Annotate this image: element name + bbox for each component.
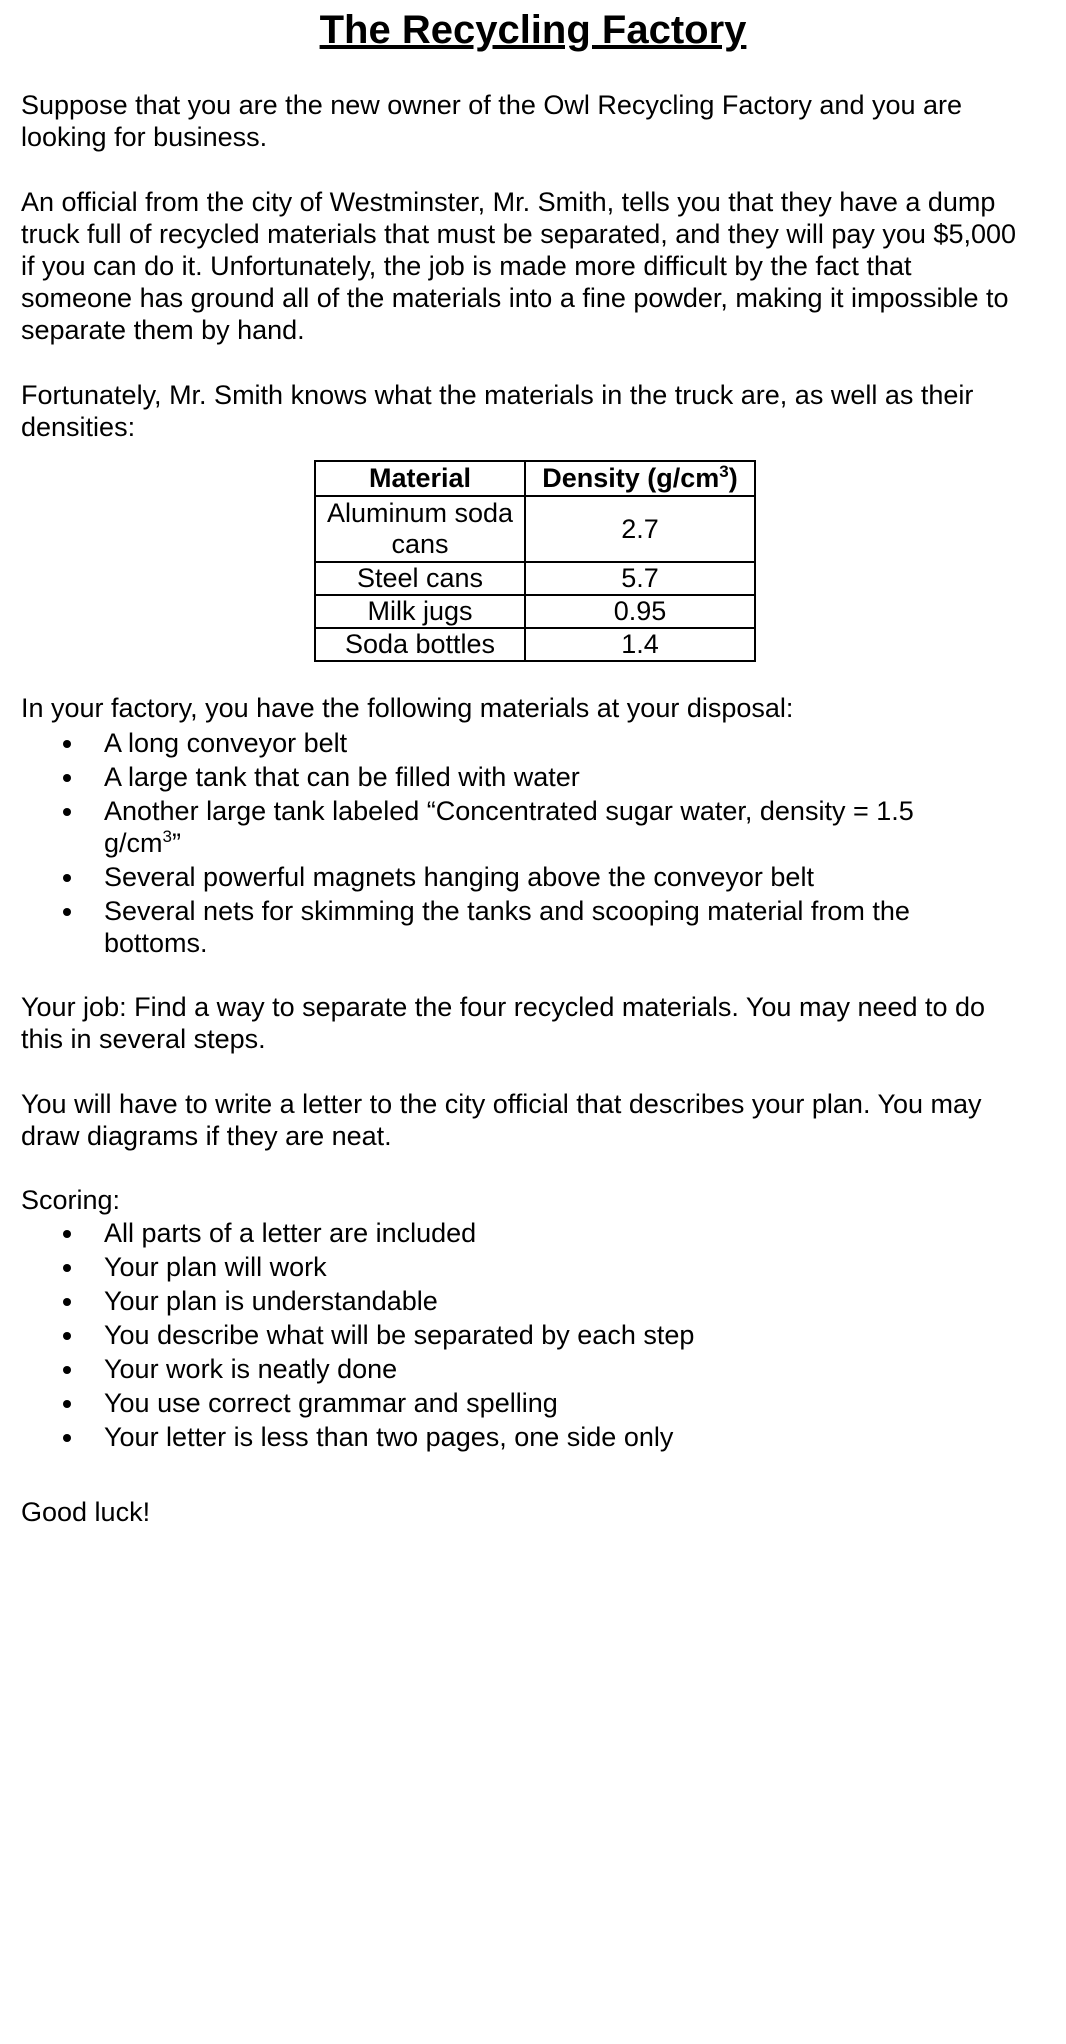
disposal-intro: In your factory, you have the following materials at your disposal:: [21, 693, 794, 723]
list-item: [21, 795, 981, 859]
density-header-close: ): [728, 463, 738, 493]
disposal-list: [21, 727, 981, 961]
list-item: [21, 1387, 981, 1419]
material-cell: Aluminum soda cans: [315, 496, 525, 562]
list-item-text: Several powerful magnets hanging above the conveyor belt: [104, 862, 814, 892]
densities-intro-paragraph: Fortunately, Mr. Smith knows what the materials in the truck are, as well as their densities:: [21, 380, 974, 442]
bullet-icon: [63, 774, 71, 782]
list-item-text: Your plan will work: [104, 1252, 327, 1282]
bullet-icon: [63, 808, 71, 816]
bullet-icon: [63, 740, 71, 748]
table-row: [315, 595, 755, 628]
bullet-icon: [63, 1332, 71, 1340]
density-table: [314, 460, 756, 662]
bullet-icon: [63, 1434, 71, 1442]
list-item-text: Your work is neatly done: [104, 1354, 398, 1384]
list-item: [21, 861, 981, 893]
material-cell: Milk jugs: [315, 595, 525, 628]
list-item: [21, 1421, 981, 1453]
letter-paragraph: You will have to write a letter to the city official that describes your plan. You may draw diagrams if they are neat.: [21, 1089, 982, 1151]
list-item: [21, 895, 981, 959]
list-item: [21, 727, 981, 759]
page-title: The Recycling Factory: [319, 8, 747, 52]
list-item: [21, 1217, 981, 1249]
bullet-icon: [63, 1366, 71, 1374]
list-item-text: A long conveyor belt: [104, 728, 348, 758]
table-header-row: [315, 461, 755, 496]
closing-text: Good luck!: [21, 1497, 151, 1527]
job-paragraph: Your job: Find a way to separate the four recycled materials. You may need to do this in several steps.: [21, 992, 986, 1054]
list-item-text: A large tank that can be filled with water: [104, 762, 580, 792]
density-cell: 2.7: [525, 496, 755, 562]
bullet-icon: [63, 1230, 71, 1238]
table-row: [315, 628, 755, 661]
list-item: [21, 1319, 981, 1351]
closing-quote: ”: [171, 828, 181, 858]
list-item: [21, 1251, 981, 1283]
list-item: [21, 1353, 981, 1385]
bullet-icon: [63, 1298, 71, 1306]
list-item-text: Another large tank labeled “Concentrated sugar water, density = 1.5 g/cm: [104, 796, 914, 858]
list-item-text: Your letter is less than two pages, one side only: [104, 1422, 674, 1452]
scoring-list: [21, 1217, 981, 1455]
official-paragraph: An official from the city of Westminster, Mr. Smith, tells you that they have a dump truck full of recycled materials that must be separated, and they will pay you $5,000 if you can do it. Unfortunately, the job is made more difficult by the fact that someone has ground all of the materials into a fine powder, making it impossible to separate them by hand.: [21, 187, 1017, 345]
list-item-text: You describe what will be separated by each step: [104, 1320, 695, 1350]
density-header-superscript: 3: [719, 462, 729, 481]
bullet-icon: [63, 1400, 71, 1408]
list-item-text: Several nets for skimming the tanks and scooping material from the bottoms.: [104, 896, 910, 958]
density-header-text: Density (g/cm: [542, 463, 720, 493]
density-cell: 1.4: [525, 628, 755, 661]
list-item-text: You use correct grammar and spelling: [104, 1388, 558, 1418]
material-column-header: Material: [315, 461, 525, 496]
material-cell: Steel cans: [315, 562, 525, 595]
table-row: [315, 562, 755, 595]
bullet-icon: [63, 908, 71, 916]
unit-superscript: 3: [162, 827, 172, 846]
density-cell: 0.95: [525, 595, 755, 628]
table-row: [315, 496, 755, 562]
scoring-label: Scoring:: [21, 1185, 121, 1215]
list-item-text: Your plan is understandable: [104, 1286, 438, 1316]
density-cell: 5.7: [525, 562, 755, 595]
list-item: [21, 1285, 981, 1317]
list-item-text: All parts of a letter are included: [104, 1218, 477, 1248]
intro-paragraph: Suppose that you are the new owner of the Owl Recycling Factory and you are looking for business.: [21, 90, 963, 152]
list-item: [21, 761, 981, 793]
density-column-header: [525, 461, 755, 496]
material-cell: Soda bottles: [315, 628, 525, 661]
bullet-icon: [63, 1264, 71, 1272]
bullet-icon: [63, 874, 71, 882]
